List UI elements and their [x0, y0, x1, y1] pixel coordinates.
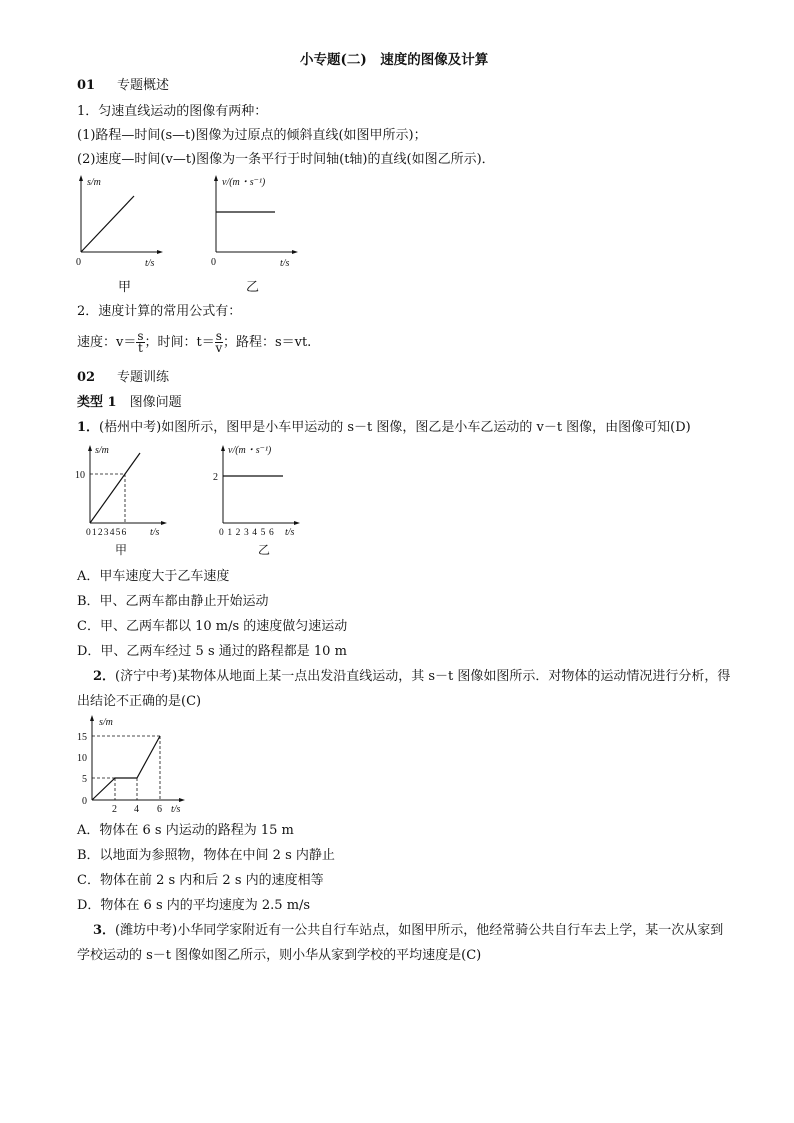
overview-paragraph-4: 2．速度计算的常用公式有： [77, 304, 242, 319]
q1-jia-caption: 甲 [115, 543, 128, 557]
section-number-02: 02 [77, 370, 96, 385]
formula-speed-label: 速度：v＝ [77, 335, 137, 350]
question-1-stem [77, 420, 691, 436]
q1-yi-xticks: 0 1 2 3 4 5 6 [219, 528, 275, 538]
question-1-text: (梧州中考)如图所示，图甲是小车甲运动的 s－t 图像，图乙是小车乙运动的 v－t 图像，由图像可知(D) [99, 420, 691, 435]
q1-option-c: C．甲、乙两车都以 10 m/s 的速度做匀速运动 [77, 619, 348, 634]
q1-figure-yi [205, 440, 315, 540]
question-2-stem [93, 669, 730, 685]
overview-yi-xlabel: t/s [280, 258, 290, 269]
overview-paragraph-1: 1．匀速直线运动的图像有两种： [77, 104, 268, 119]
q2-option-c: C．物体在前 2 s 内和后 2 s 内的速度相等 [77, 873, 324, 888]
overview-yi-ylabel: v/(m・s⁻¹) [222, 177, 266, 188]
q1-jia-ylabel: s/m [95, 445, 109, 456]
overview-jia-xlabel: t/s [145, 258, 155, 269]
q1-yi-ylabel: v/(m・s⁻¹) [228, 445, 272, 456]
question-2-text-line1: (济宁中考)某物体从地面上某一点出发沿直线运动，其 s－t 图像如图所示．对物体的运动情况进行分析，得 [115, 669, 731, 684]
speed-fraction [136, 331, 144, 354]
question-3-number: 3． [93, 923, 116, 938]
q2-ytick-5: 5 [82, 774, 87, 785]
q1-jia-xticks: 0 1 2 3 4 5 6 [86, 528, 126, 538]
formula-distance-label: ；路程：s＝vt. [222, 335, 312, 350]
question-3-text-line2: 学校运动的 s－t 图像如图乙所示，则小华从家到学校的平均速度是(C) [77, 948, 482, 963]
q2-ylabel: s/m [99, 717, 113, 728]
speed-numerator: s [137, 329, 144, 343]
page-title: 小专题(二) 速度的图像及计算 [300, 52, 489, 68]
q2-ytick-10: 10 [77, 753, 87, 764]
overview-jia-ylabel: s/m [87, 177, 101, 188]
q2-ytick-0: 0 [82, 796, 87, 807]
section-heading-overview: 专题概述 [117, 78, 170, 93]
type-heading [77, 395, 182, 411]
overview-figure-jia [70, 172, 170, 272]
q1-figure-jia [70, 440, 180, 540]
q2-figure [70, 712, 200, 816]
speed-denominator: t [138, 341, 143, 355]
q1-yi-caption: 乙 [258, 543, 271, 557]
q2-option-a: A．物体在 6 s 内运动的路程为 15 m [77, 823, 294, 838]
overview-paragraph-3: (2)速度—时间(v—t)图像为一条平行于时间轴(t轴)的直线(如图乙所示)． [77, 152, 495, 167]
overview-figure-yi [205, 172, 305, 272]
q2-xtick-4: 4 [134, 804, 139, 815]
overview-paragraph-2: (1)路程—时间(s—t)图像为过原点的倾斜直线(如图甲所示)； [77, 128, 427, 143]
q2-option-b: B．以地面为参照物，物体在中间 2 s 内静止 [77, 848, 335, 863]
type-name: 图像问题 [129, 395, 182, 410]
q2-ytick-15: 15 [77, 732, 87, 743]
question-2-number: 2． [93, 669, 116, 684]
question-3-text-line1: (潍坊中考)小华同学家附近有一公共自行车站点，如图甲所示，他经常骑公共自行车去上学，某一次从家到 [115, 923, 724, 938]
time-denominator: v [215, 341, 223, 355]
section-heading-training: 专题训练 [117, 370, 170, 385]
overview-jia-origin: 0 [76, 257, 81, 268]
section-number-01: 01 [77, 78, 96, 93]
formula-line [77, 328, 311, 358]
q2-xlabel: t/s [171, 804, 181, 815]
q1-option-a: A．甲车速度大于乙车速度 [77, 569, 230, 584]
type-label: 类型 1 [77, 395, 117, 410]
question-1-number: 1． [77, 420, 100, 435]
q2-xtick-2: 2 [112, 804, 117, 815]
question-3-stem [93, 923, 723, 939]
question-2-text-line2: 出结论不正确的是(C) [77, 694, 202, 709]
q1-option-d: D．甲、乙两车经过 5 s 通过的路程都是 10 m [77, 644, 347, 659]
overview-yi-origin: 0 [211, 257, 216, 268]
q1-jia-ytick-10: 10 [75, 470, 85, 481]
formula-time-label: ；时间：t＝ [144, 335, 215, 350]
time-numerator: s [215, 329, 222, 343]
q2-xtick-6: 6 [157, 804, 162, 815]
q1-option-b: B．甲、乙两车都由静止开始运动 [77, 594, 269, 609]
q1-yi-xlabel: t/s [285, 527, 295, 538]
time-fraction [215, 331, 223, 354]
q2-option-d: D．物体在 6 s 内的平均速度为 2.5 m/s [77, 898, 311, 913]
q1-jia-xlabel: t/s [150, 527, 160, 538]
q1-yi-ytick-2: 2 [213, 472, 218, 483]
overview-yi-caption: 乙 [246, 280, 260, 295]
overview-jia-caption: 甲 [118, 280, 132, 295]
